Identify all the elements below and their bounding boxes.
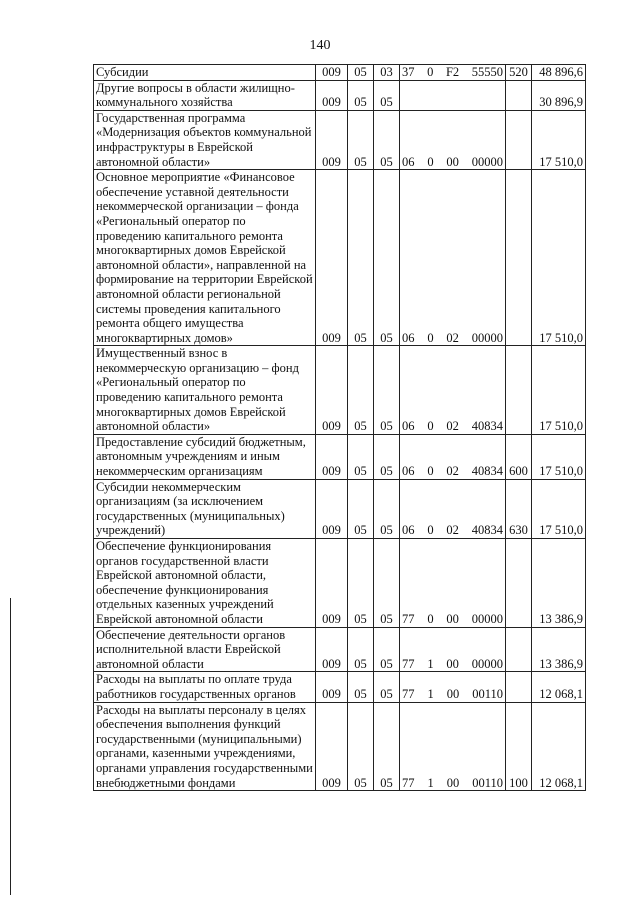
target-article-part: 00 [446,154,459,169]
target-article-part: 06 [402,464,415,479]
section-code: 05 [348,672,374,702]
target-article-part: 00 [446,686,460,701]
ministry-code: 009 [316,672,348,702]
subsection-code: 05 [374,80,400,110]
target-article-code [400,110,506,169]
ministry-code: 009 [316,434,348,479]
amount: 12 068,1 [532,702,586,791]
subsection-code: 05 [374,539,400,628]
target-article-part: 02 [446,523,459,538]
target-article-part: 06 [402,419,415,434]
ministry-code: 009 [316,65,348,81]
amount: 17 510,0 [532,434,586,479]
ministry-code: 009 [316,539,348,628]
target-article-part: 00000 [471,656,503,671]
section-code: 05 [348,170,374,346]
table-row [94,672,586,702]
target-article-part: 40834 [471,419,503,434]
target-article-part: 00 [446,775,460,790]
target-article-code [400,346,506,435]
table-row [94,80,586,110]
target-article-part: 1 [427,686,434,701]
expense-type-code [506,80,532,110]
target-article-part: 0 [427,154,434,169]
target-article-part: 00000 [471,154,503,169]
row-name: Расходы на выплаты персоналу в целях обеспечения выполнения функций государственными (муниципальными) органами, казенными учреждениями, органами управления государственными внебюджетными фондами [94,702,316,791]
page-number: 140 [309,38,331,53]
target-article-part: 77 [402,611,415,626]
ministry-code: 009 [316,110,348,169]
subsection-code: 05 [374,627,400,672]
amount: 13 386,9 [532,539,586,628]
target-article-part: 0 [427,65,434,79]
target-article-part: 00000 [471,611,503,626]
amount: 48 896,6 [532,65,586,81]
ministry-code: 009 [316,627,348,672]
section-code: 05 [348,110,374,169]
table-row [94,539,586,628]
target-article-part: 1 [427,775,434,790]
table-row [94,346,586,435]
target-article-part: 02 [446,464,459,479]
row-name: Обеспечение функционирования органов государственной власти Еврейской автономной области, обеспечение функционирования отдельных казенных учреждений Еврейской автономной области [94,539,316,628]
amount: 17 510,0 [532,479,586,538]
amount: 17 510,0 [532,170,586,346]
subsection-code: 05 [374,434,400,479]
target-article-part: 02 [446,419,459,434]
subsection-code: 05 [374,170,400,346]
expense-type-code [506,110,532,169]
row-name: Субсидии некоммерческим организациям (за исключением государственных (муниципальных) учреждений) [94,479,316,538]
target-article-code [400,479,506,538]
expense-type-code [506,627,532,672]
target-article-code [400,65,506,81]
amount: 17 510,0 [532,346,586,435]
subsection-code: 05 [374,672,400,702]
target-article-part: 0 [427,419,434,434]
target-article-part: 00110 [472,686,503,701]
section-code: 05 [348,627,374,672]
table-row [94,479,586,538]
target-article-part: F2 [445,65,460,79]
target-article-part: 0 [427,330,434,345]
row-name: Имущественный взнос в некоммерческую организацию – фонд «Региональный оператор по проведению капитального ремонта многоквартирных домов Еврейской автономной области» [94,346,316,435]
target-article-part: 06 [402,523,415,538]
target-article-part: 1 [427,656,434,671]
row-name: Другие вопросы в области жилищно-коммунального хозяйства [94,80,316,110]
subsection-code: 03 [374,65,400,81]
amount: 17 510,0 [532,110,586,169]
target-article-code [400,434,506,479]
target-article-code [400,702,506,791]
target-article-part: 77 [402,656,415,671]
section-code: 05 [348,434,374,479]
target-article-code [400,80,506,110]
section-code: 05 [348,346,374,435]
target-article-part: 00 [446,656,459,671]
table-row [94,627,586,672]
subsection-code: 05 [374,479,400,538]
target-article-part: 00110 [472,775,503,790]
target-article-part: 40834 [471,464,503,479]
section-code: 05 [348,539,374,628]
target-article-part: 55550 [471,65,503,79]
section-code: 05 [348,65,374,81]
target-article-part: 0 [427,464,434,479]
ministry-code: 009 [316,170,348,346]
expense-type-code: 630 [506,479,532,538]
expense-type-code: 100 [506,702,532,791]
target-article-part: 02 [446,330,459,345]
ministry-code: 009 [316,702,348,791]
table-row [94,702,586,791]
target-article-part: 77 [402,775,415,790]
row-name: Расходы на выплаты по оплате труда работников государственных органов [94,672,316,702]
expense-type-code [506,539,532,628]
section-code: 05 [348,702,374,791]
row-name: Предоставление субсидий бюджетным, автономным учреждениям и иным некоммерческим организациям [94,434,316,479]
expense-type-code: 600 [506,434,532,479]
margin-line [10,598,11,895]
expense-type-code [506,672,532,702]
target-article-part: 40834 [471,523,503,538]
ministry-code: 009 [316,80,348,110]
table-row [94,110,586,169]
target-article-part: 0 [427,611,434,626]
table-row [94,65,586,81]
expense-type-code [506,346,532,435]
expense-type-code [506,170,532,346]
budget-table [93,64,586,791]
row-name: Основное мероприятие «Финансовое обеспечение уставной деятельности некоммерческой организации – фонда «Региональный оператор по проведению капитального ремонта многоквартирных домов Еврейской автономной области», направленной на формирование на территории Еврейской автономной области региональной системы проведения капитального ремонта общего имущества многоквартирных домов» [94,170,316,346]
row-name: Государственная программа «Модернизация объектов коммунальной инфраструктуры в Еврейской автономной области» [94,110,316,169]
amount: 12 068,1 [532,672,586,702]
ministry-code: 009 [316,346,348,435]
row-name: Субсидии [94,65,316,81]
target-article-part: 77 [402,686,415,701]
amount: 30 896,9 [532,80,586,110]
subsection-code: 05 [374,110,400,169]
expense-type-code: 520 [506,65,532,81]
table-row [94,434,586,479]
target-article-part: 00 [446,611,459,626]
row-name: Обеспечение деятельности органов исполнительной власти Еврейской автономной области [94,627,316,672]
subsection-code: 05 [374,702,400,791]
target-article-code [400,170,506,346]
target-article-part: 06 [402,154,415,169]
section-code: 05 [348,479,374,538]
target-article-part: 0 [427,523,434,538]
target-article-part: 06 [402,330,415,345]
target-article-part: 37 [402,65,415,79]
subsection-code: 05 [374,346,400,435]
ministry-code: 009 [316,479,348,538]
target-article-code [400,627,506,672]
target-article-code [400,672,506,702]
table-body [94,65,586,791]
table-row [94,170,586,346]
target-article-code [400,539,506,628]
amount: 13 386,9 [532,627,586,672]
target-article-part: 00000 [471,330,503,345]
section-code: 05 [348,80,374,110]
